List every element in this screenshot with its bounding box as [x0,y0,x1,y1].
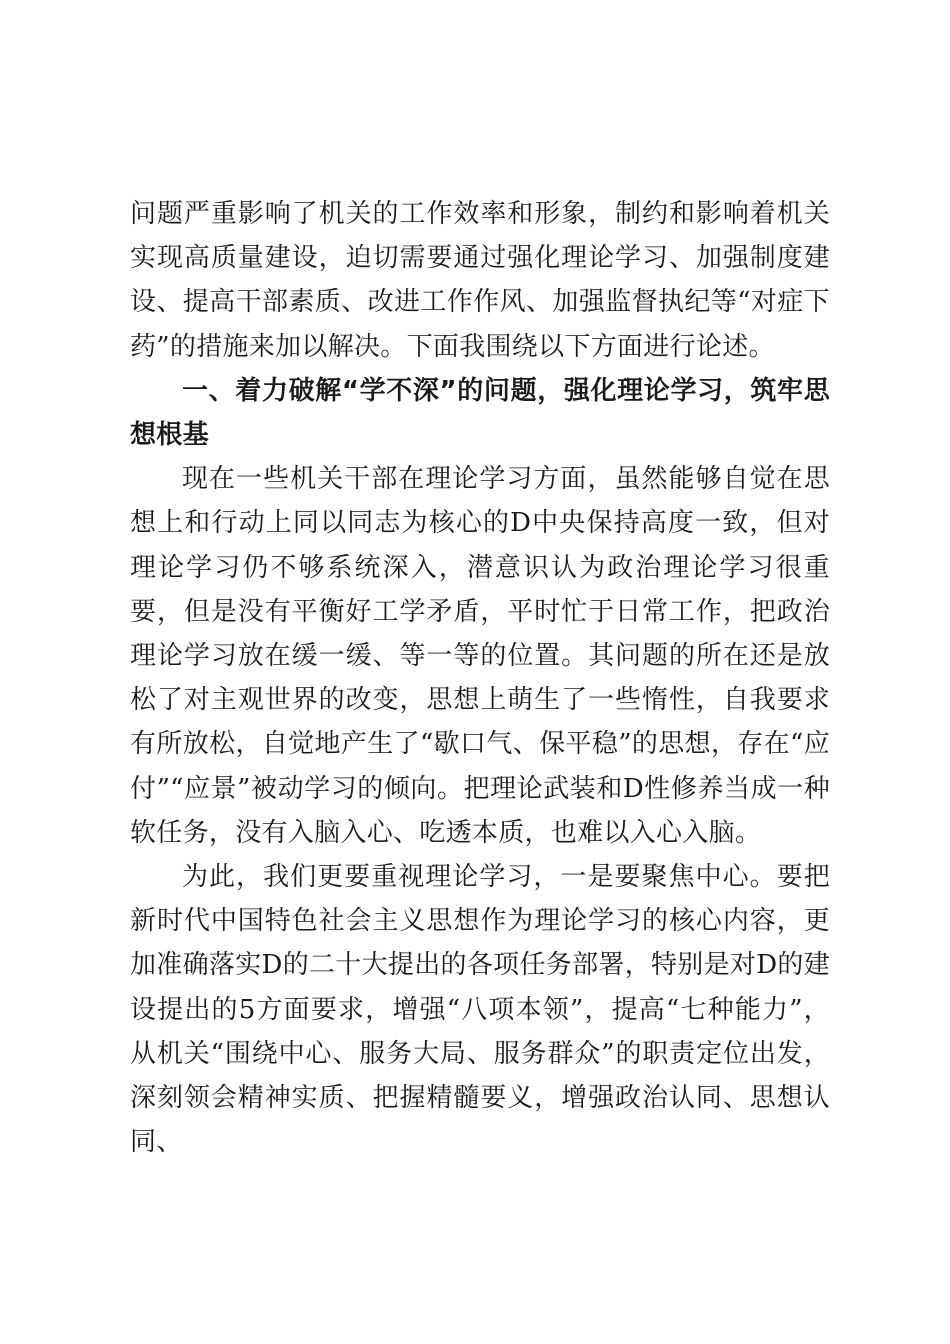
document-body [130,192,830,1164]
paragraph-intro: 问题严重影响了机关的工作效率和形象，制约和影响着机关实现高质量建设，迫切需要通过强化理论学习、加强制度建设、提高干部素质、改进工作作风、加强监督执纪等“对症下药”的措施来加以解决。下面我围绕以下方面进行论述。 [130,199,830,362]
section-heading-1: 一、着力破解“学不深”的问题，强化理论学习，筑牢思想根基 [130,375,830,451]
paragraph-measures: 为此，我们更要重视理论学习，一是要聚焦中心。要把新时代中国特色社会主义思想作为理论学习的核心内容，更加准确落实D的二十大提出的各项任务部署，特别是对D的建设提出的5方面要求，增强“八项本领”，提高“七种能力”，从机关“围绕中心、服务大局、服务群众”的职责定位出发，深刻领会精神实质、把握精髓要义，增强政治认同、思想认同、 [130,862,830,1158]
paragraph-problem-description: 现在一些机关干部在理论学习方面，虽然能够自觉在思想上和行动上同以同志为核心的D中央保持高度一致，但对理论学习仍不够系统深入，潜意识认为政治理论学习很重要，但是没有平衡好工学矛盾，平时忙于日常工作，把政治理论学习放在缓一缓、等一等的位置。其问题的所在还是放松了对主观世界的改变，思想上萌生了一些惰性，自我要求有所放松，自觉地产生了“歇口气、保平稳”的思想，存在“应付”“应景”被动学习的倾向。把理论武装和D性修养当成一种软任务，没有入脑入心、吃透本质，也难以入心入脑。 [130,464,830,848]
